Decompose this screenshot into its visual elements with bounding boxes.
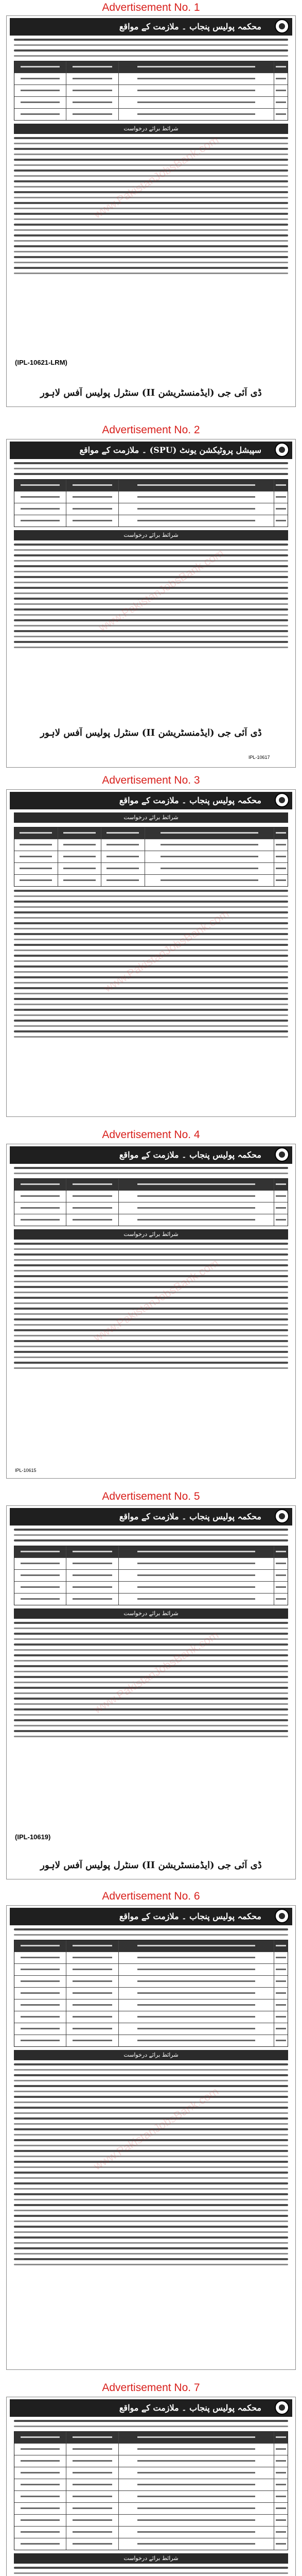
police-seal-icon [275,793,289,807]
conditions-heading: شرائط برائے درخواست [14,2553,288,2564]
ad-reference-code: IPL-10615 [15,1468,37,1473]
police-seal-icon [275,1909,289,1923]
advertisement-image-4[interactable] [6,1144,296,1479]
conditions-heading: شرائط برائے درخواست [14,812,288,823]
conditions-heading: شرائط برائے درخواست [14,2050,288,2060]
posts-table [14,1940,288,2047]
advertisement-title-1: Advertisement No. 1 [102,2,200,13]
posts-table [14,827,288,887]
ad-reference-code: (IPL-10621-LRM) [15,359,67,366]
conditions-heading: شرائط برائے درخواست [14,124,288,134]
site-watermark: www.PakistanJobsBank.com [96,546,226,634]
ad-signature-line: ڈی آئی جی (ایڈمنسٹریشن II) سنٹرل پولیس آفس لاہور [40,387,262,398]
police-seal-icon [275,1509,289,1523]
police-seal-icon [275,443,289,457]
posts-table [14,479,288,527]
ad-signature-line: ڈی آئی جی (ایڈمنسٹریشن II) سنٹرل پولیس آفس لاہور [40,727,262,738]
advertisement-image-2[interactable] [6,439,296,768]
posts-table [14,2431,288,2550]
police-seal-icon [275,2400,289,2415]
advertisement-image-5[interactable] [6,1505,296,1879]
posts-table [14,1178,288,1226]
site-watermark: www.PakistanJobsBank.com [91,133,221,221]
conditions-heading: شرائط برائے درخواست [14,1608,288,1619]
advertisement-image-1[interactable] [6,15,296,407]
posts-table [14,1546,288,1605]
ad-banner: محکمہ پولیس پنجاب ۔ ملازمت کے مواقع [10,1508,292,1526]
police-seal-icon [275,19,289,33]
advertisement-title-6: Advertisement No. 6 [102,1890,200,1902]
ad-reference-code: IPL-10617 [248,755,270,760]
advertisement-title-4: Advertisement No. 4 [102,1129,200,1141]
advertisement-title-3: Advertisement No. 3 [102,774,200,786]
advertisement-title-5: Advertisement No. 5 [102,1490,200,1502]
ad-banner: محکمہ پولیس پنجاب ۔ ملازمت کے مواقع [10,1146,292,1164]
advertisement-title-2: Advertisement No. 2 [102,424,200,436]
site-watermark: www.PakistanJobsBank.com [91,1256,221,1344]
conditions-heading: شرائط برائے درخواست [14,1229,288,1240]
ad-banner: محکمہ پولیس پنجاب ۔ ملازمت کے مواقع [10,1908,292,1925]
ad-signature-line: ڈی آئی جی (ایڈمنسٹریشن II) سنٹرل پولیس آفس لاہور [40,1860,262,1871]
ad-reference-code: (IPL-10619) [15,1833,51,1841]
posts-table [14,61,288,121]
advertisement-image-6[interactable] [6,1905,296,2370]
advertisement-image-3[interactable] [6,789,296,1117]
ad-banner: محکمہ پولیس پنجاب ۔ ملازمت کے مواقع [10,18,292,36]
police-seal-icon [275,1147,289,1162]
ad-banner: محکمہ پولیس پنجاب ۔ ملازمت کے مواقع [10,2399,292,2417]
ad-banner: محکمہ پولیس پنجاب ۔ ملازمت کے مواقع [10,792,292,809]
advertisement-image-7[interactable] [6,2397,296,2576]
ad-banner: سپیشل پروٹیکشن یونٹ (SPU) ۔ ملازمت کے مواقع [10,442,292,459]
advertisement-title-7: Advertisement No. 7 [102,2382,200,2394]
conditions-heading: شرائط برائے درخواست [14,530,288,540]
